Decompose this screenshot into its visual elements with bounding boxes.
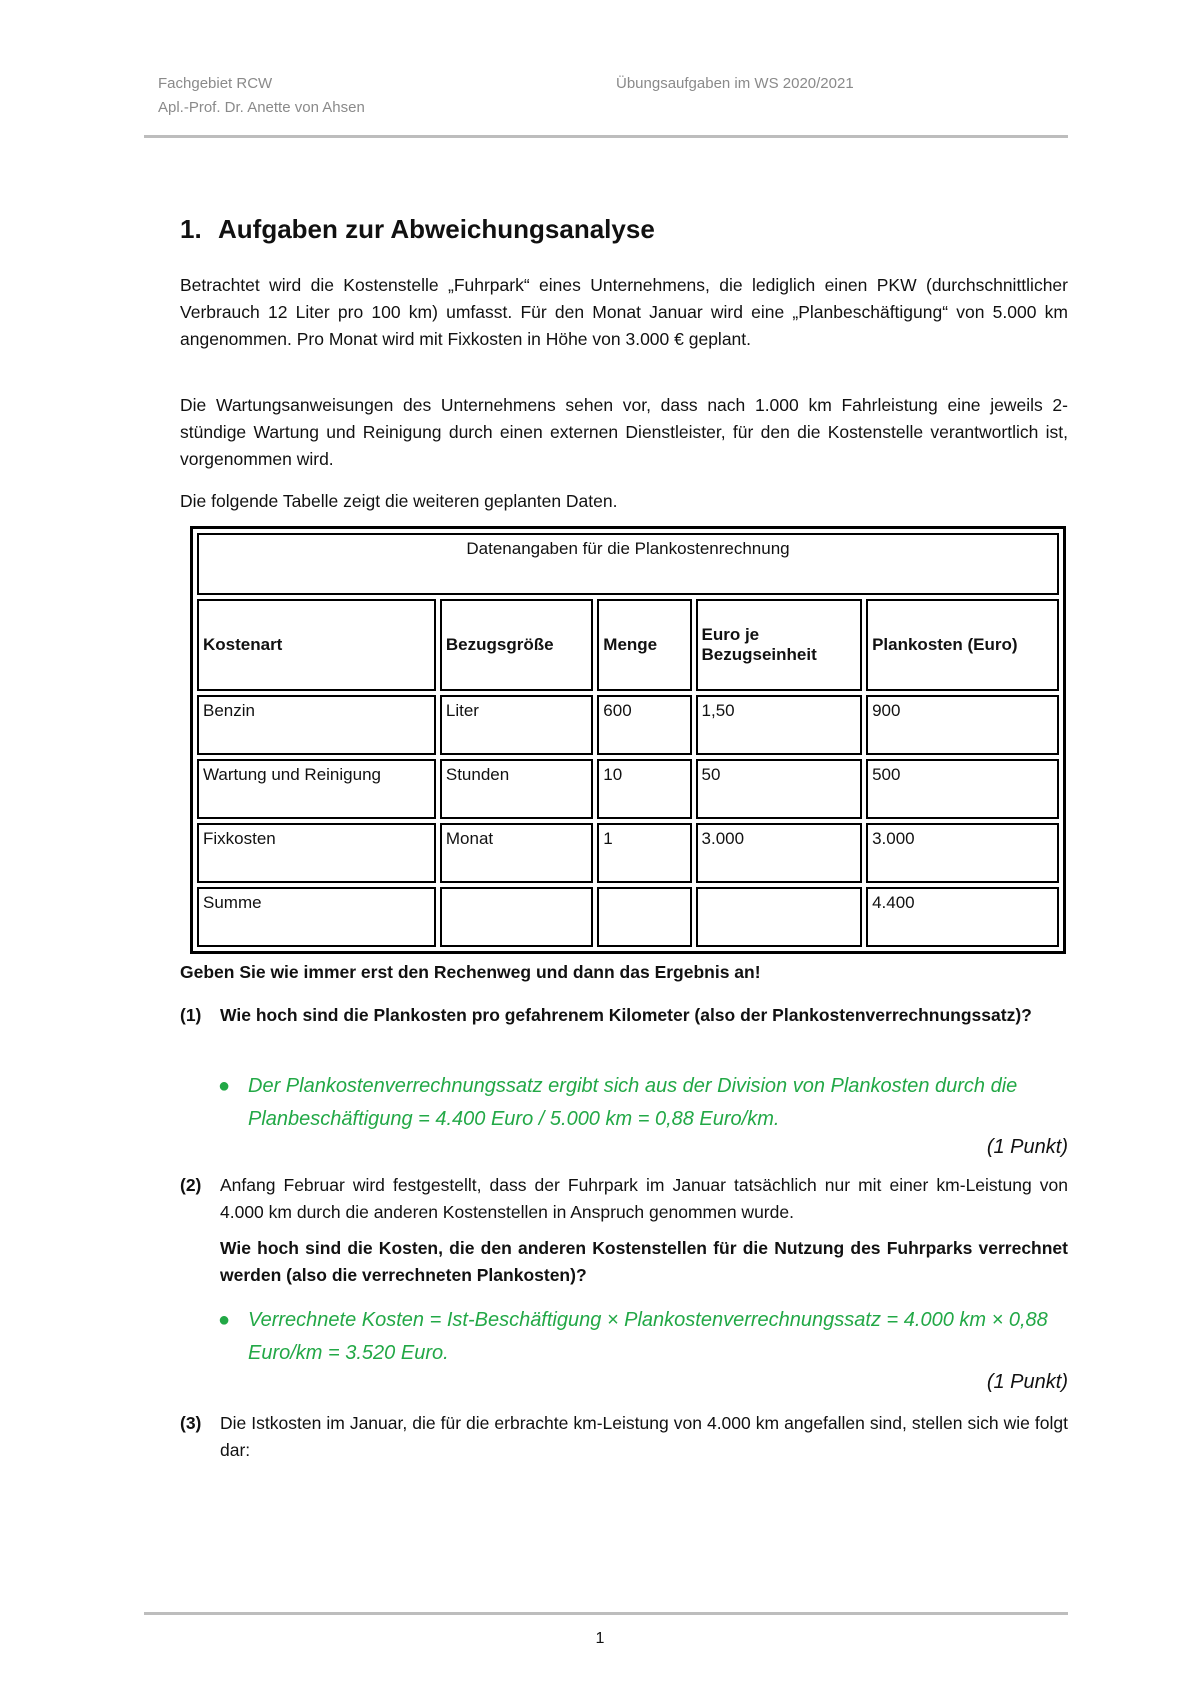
table-cell: 1 <box>597 823 691 883</box>
question-number: (1) <box>180 1005 202 1025</box>
table-cell: Liter <box>440 695 593 755</box>
table-cell: Wartung und Reinigung <box>197 759 436 819</box>
answer-1 <box>218 1070 1068 1136</box>
table-row-sum <box>197 887 1059 947</box>
table-row <box>197 823 1059 883</box>
page-number: 1 <box>595 1630 605 1647</box>
question-1 <box>180 1002 1068 1029</box>
table-cell: Fixkosten <box>197 823 436 883</box>
bullet-icon: ● <box>218 1309 231 1331</box>
table-intro-paragraph: Die folgende Tabelle zeigt die weiteren geplanten Daten. <box>180 491 618 511</box>
table-cell: 3.000 <box>696 823 863 883</box>
table-cell: Monat <box>440 823 593 883</box>
question-text: Die Istkosten im Januar, die für die erbrachte km-Leistung von 4.000 km angefallen sind, stellen sich wie folgt dar: <box>220 1413 1068 1460</box>
table-cell <box>597 887 691 947</box>
header-professor: Apl.-Prof. Dr. Anette von Ahsen <box>158 99 365 116</box>
answer-2 <box>218 1304 1068 1370</box>
column-header: Kostenart <box>197 599 436 691</box>
section-title: Aufgaben zur Abweichungsanalyse <box>218 214 655 244</box>
table-header-row <box>197 599 1059 691</box>
table-caption-row <box>197 533 1059 595</box>
question-text: Anfang Februar wird festgestellt, dass der Fuhrpark im Januar tatsächlich nur mit einer km-Leistung von 4.000 km durch die anderen Kostenstellen in Anspruch genommen wurde. <box>220 1175 1068 1222</box>
answer-text: Der Plankostenverrechnungssatz ergibt sich aus der Division von Plankosten durch die Planbeschäftigung = 4.400 Euro / 5.000 km = 0,88 Euro/km. <box>248 1075 1018 1130</box>
table-cell <box>696 887 863 947</box>
table-row <box>197 695 1059 755</box>
table-cell: 10 <box>597 759 691 819</box>
table-cell: 3.000 <box>866 823 1059 883</box>
section-number: 1. <box>180 214 202 244</box>
table-cell: Summe <box>197 887 436 947</box>
bullet-icon: ● <box>218 1075 231 1097</box>
table-cell: 600 <box>597 695 691 755</box>
instruction-text: Geben Sie wie immer erst den Rechenweg und dann das Ergebnis an! <box>180 962 761 982</box>
table-cell: 500 <box>866 759 1059 819</box>
table-cell: 4.400 <box>866 887 1059 947</box>
table-cell: 900 <box>866 695 1059 755</box>
table-caption: Datenangaben für die Plankostenrechnung <box>197 533 1059 595</box>
answer-text: Verrechnete Kosten = Ist-Beschäftigung × Plankostenverrechnungssatz = 4.000 km × 0,88 Euro/km = 3.520 Euro. <box>248 1309 1048 1364</box>
header-right: Übungsaufgaben im WS 2020/2021 <box>616 75 854 92</box>
question-2 <box>180 1172 1068 1289</box>
question-text: Wie hoch sind die Plankosten pro gefahrenem Kilometer (also der Plankostenverrechnungssatz)? <box>220 1005 1032 1025</box>
question-number: (2) <box>180 1175 202 1195</box>
table-cell: 50 <box>696 759 863 819</box>
column-header: Euro je Bezugseinheit <box>696 599 863 691</box>
question-bold-text: Wie hoch sind die Kosten, die den anderen Kostenstellen für die Nutzung des Fuhrparks verrechnet werden (also die verrechneten Plankosten)? <box>220 1238 1068 1285</box>
section-heading <box>180 214 655 245</box>
maintenance-paragraph: Die Wartungsanweisungen des Unternehmens sehen vor, dass nach 1.000 km Fahrleistung eine jeweils 2-stündige Wartung und Reinigung durch einen externen Dienstleister, für den die Kostenstelle verantwortlich ist, vorgenommen wird. <box>180 395 1068 469</box>
header-left <box>158 72 365 120</box>
footer-rule <box>144 1612 1068 1615</box>
column-header: Bezugsgröße <box>440 599 593 691</box>
table-row <box>197 759 1059 819</box>
column-header: Menge <box>597 599 691 691</box>
points-label: (1 Punkt) <box>986 1136 1068 1158</box>
question-number: (3) <box>180 1413 202 1433</box>
points-label: (1 Punkt) <box>986 1371 1068 1393</box>
header-rule <box>144 135 1068 138</box>
column-header: Plankosten (Euro) <box>866 599 1059 691</box>
table-cell: Benzin <box>197 695 436 755</box>
question-3 <box>180 1410 1068 1464</box>
intro-paragraph: Betrachtet wird die Kostenstelle „Fuhrpark“ eines Unternehmens, die lediglich einen PKW (durchschnittlicher Verbrauch 12 Liter pro 100 km) umfasst. Für den Monat Januar wird eine „Planbeschäftigung“ von 5.000 km angenommen. Pro Monat wird mit Fixkosten in Höhe von 3.000 € geplant. <box>180 275 1068 349</box>
table-cell <box>440 887 593 947</box>
plan-cost-table <box>190 526 1066 954</box>
table-cell: Stunden <box>440 759 593 819</box>
header-department: Fachgebiet RCW <box>158 75 273 92</box>
table-cell: 1,50 <box>696 695 863 755</box>
